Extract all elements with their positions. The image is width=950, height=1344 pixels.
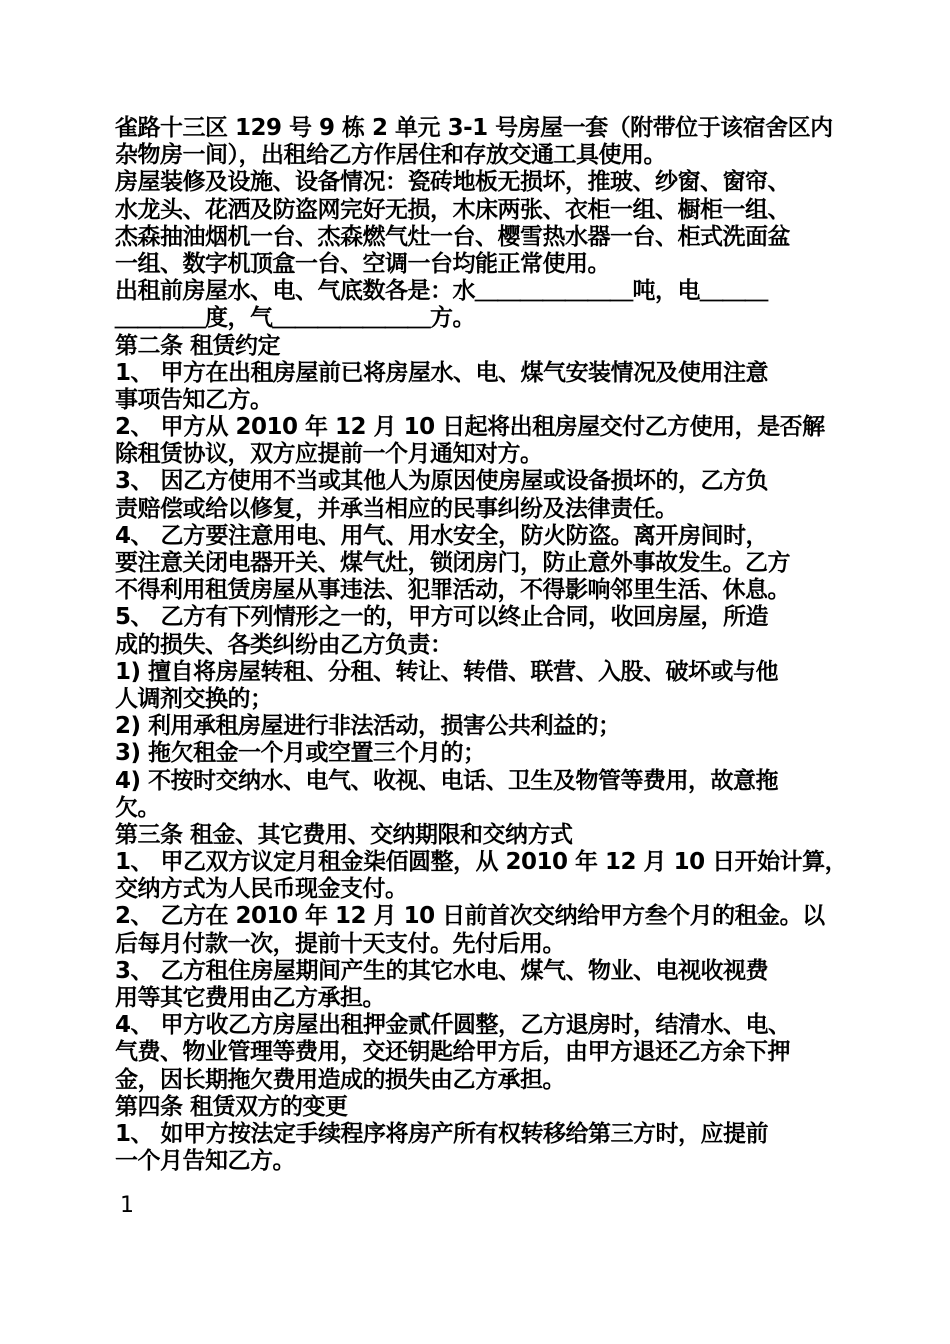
text-line: 1、 甲乙双方议定月租金柒佰圆整，从 2010 年 12 月 10 日开始计算，	[115, 849, 848, 876]
text-line: 金，因长期拖欠费用造成的损失由乙方承担。	[115, 1066, 565, 1093]
text-line: 欠。	[115, 794, 160, 821]
text-line: 一个月告知乙方。	[115, 1148, 295, 1175]
text-line: 3、 因乙方使用不当或其他人为原因使房屋或设备损坏的，乙方负	[115, 468, 769, 495]
text-line: 5、 乙方有下列情形之一的，甲方可以终止合同，收回房屋，所造	[115, 604, 769, 631]
text-line: 事项告知乙方。	[115, 386, 273, 413]
text-line: 2、 甲方从 2010 年 12 月 10 日起将出租房屋交付乙方使用，是否解	[115, 414, 825, 441]
text-line: 出租前房屋水、电、气底数各是：水＿＿＿＿＿＿＿吨，电＿＿＿	[115, 278, 768, 305]
text-line: 交纳方式为人民币现金支付。	[115, 876, 408, 903]
text-line: 4、 乙方要注意用电、用气、用水安全，防火防盗。离开房间时，	[115, 522, 769, 549]
text-line: ＿＿＿＿度，气＿＿＿＿＿＿＿方。	[115, 305, 475, 332]
text-line: 用等其它费用由乙方承担。	[115, 985, 385, 1011]
text-line: 一组、数字机顶盒一台、空调一台均能正常使用。	[115, 250, 610, 277]
text-line: 人调剂交换的；	[115, 685, 273, 712]
text-line: 4) 不按时交纳水、电气、收视、电话、卫生及物管等费用，故意拖	[115, 767, 779, 794]
section-heading: 第二条 租赁约定	[115, 332, 281, 359]
section-heading: 第三条 租金、其它费用、交纳期限和交纳方式	[115, 821, 573, 848]
text-line: 后每月付款一次，提前十天支付。先付后用。	[115, 930, 565, 957]
section-heading: 第四条 租赁双方的变更	[115, 1093, 348, 1120]
text-line: 责赔偿或给以修复，并承当相应的民事纠纷及法律责任。	[115, 495, 678, 522]
text-line: 除租赁协议，双方应提前一个月通知对方。	[115, 441, 543, 468]
text-line: 杂物房一间），出租给乙方作居住和存放交通工具使用。	[115, 142, 666, 169]
text-line: 1) 擅自将房屋转租、分租、转让、转借、联营、入股、破坏或与他	[115, 658, 779, 685]
text-line: 水龙头、花洒及防盗网完好无损，木床两张、衣柜一组、橱柜一组、	[115, 196, 790, 223]
text-line: 气费、物业管理等费用，交还钥匙给甲方后，由甲方退还乙方余下押	[115, 1039, 790, 1066]
text-line: 4、 甲方收乙方房屋出租押金贰仟圆整，乙方退房时，结清水、电、	[115, 1012, 791, 1039]
text-line: 雀路十三区 129 号 9 栋 2 单元 3-1 号房屋一套（附带位于该宿舍区内	[115, 115, 833, 141]
text-line: 2、 乙方在 2010 年 12 月 10 日前首次交纳给甲方叁个月的租金。以	[115, 903, 825, 930]
text-line: 杰森抽油烟机一台、杰森燃气灶一台、樱雪热水器一台、柜式洗面盆	[115, 223, 790, 250]
document-body	[115, 115, 848, 1175]
text-line: 3) 拖欠租金一个月或空置三个月的；	[115, 740, 486, 767]
text-line: 1、 甲方在出租房屋前已将房屋水、电、煤气安装情况及使用注意	[115, 359, 769, 386]
text-line: 不得利用租赁房屋从事违法、犯罪活动，不得影响邻里生活、休息。	[115, 577, 790, 604]
page-number: 1	[120, 1193, 134, 1218]
text-line: 3、 乙方租住房屋期间产生的其它水电、煤气、物业、电视收视费	[115, 957, 769, 984]
text-line: 2) 利用承租房屋进行非法活动，损害公共利益的；	[115, 713, 621, 740]
text-line: 1、 如甲方按法定手续程序将房产所有权转移给第三方时，应提前	[115, 1120, 769, 1147]
text-line: 房屋装修及设施、设备情况：瓷砖地板无损坏，推玻、纱窗、窗帘、	[115, 169, 790, 196]
text-line: 要注意关闭电器开关、煤气灶，锁闭房门，防止意外事故发生。乙方	[115, 550, 790, 576]
text-line: 成的损失、各类纠纷由乙方负责：	[115, 631, 453, 658]
